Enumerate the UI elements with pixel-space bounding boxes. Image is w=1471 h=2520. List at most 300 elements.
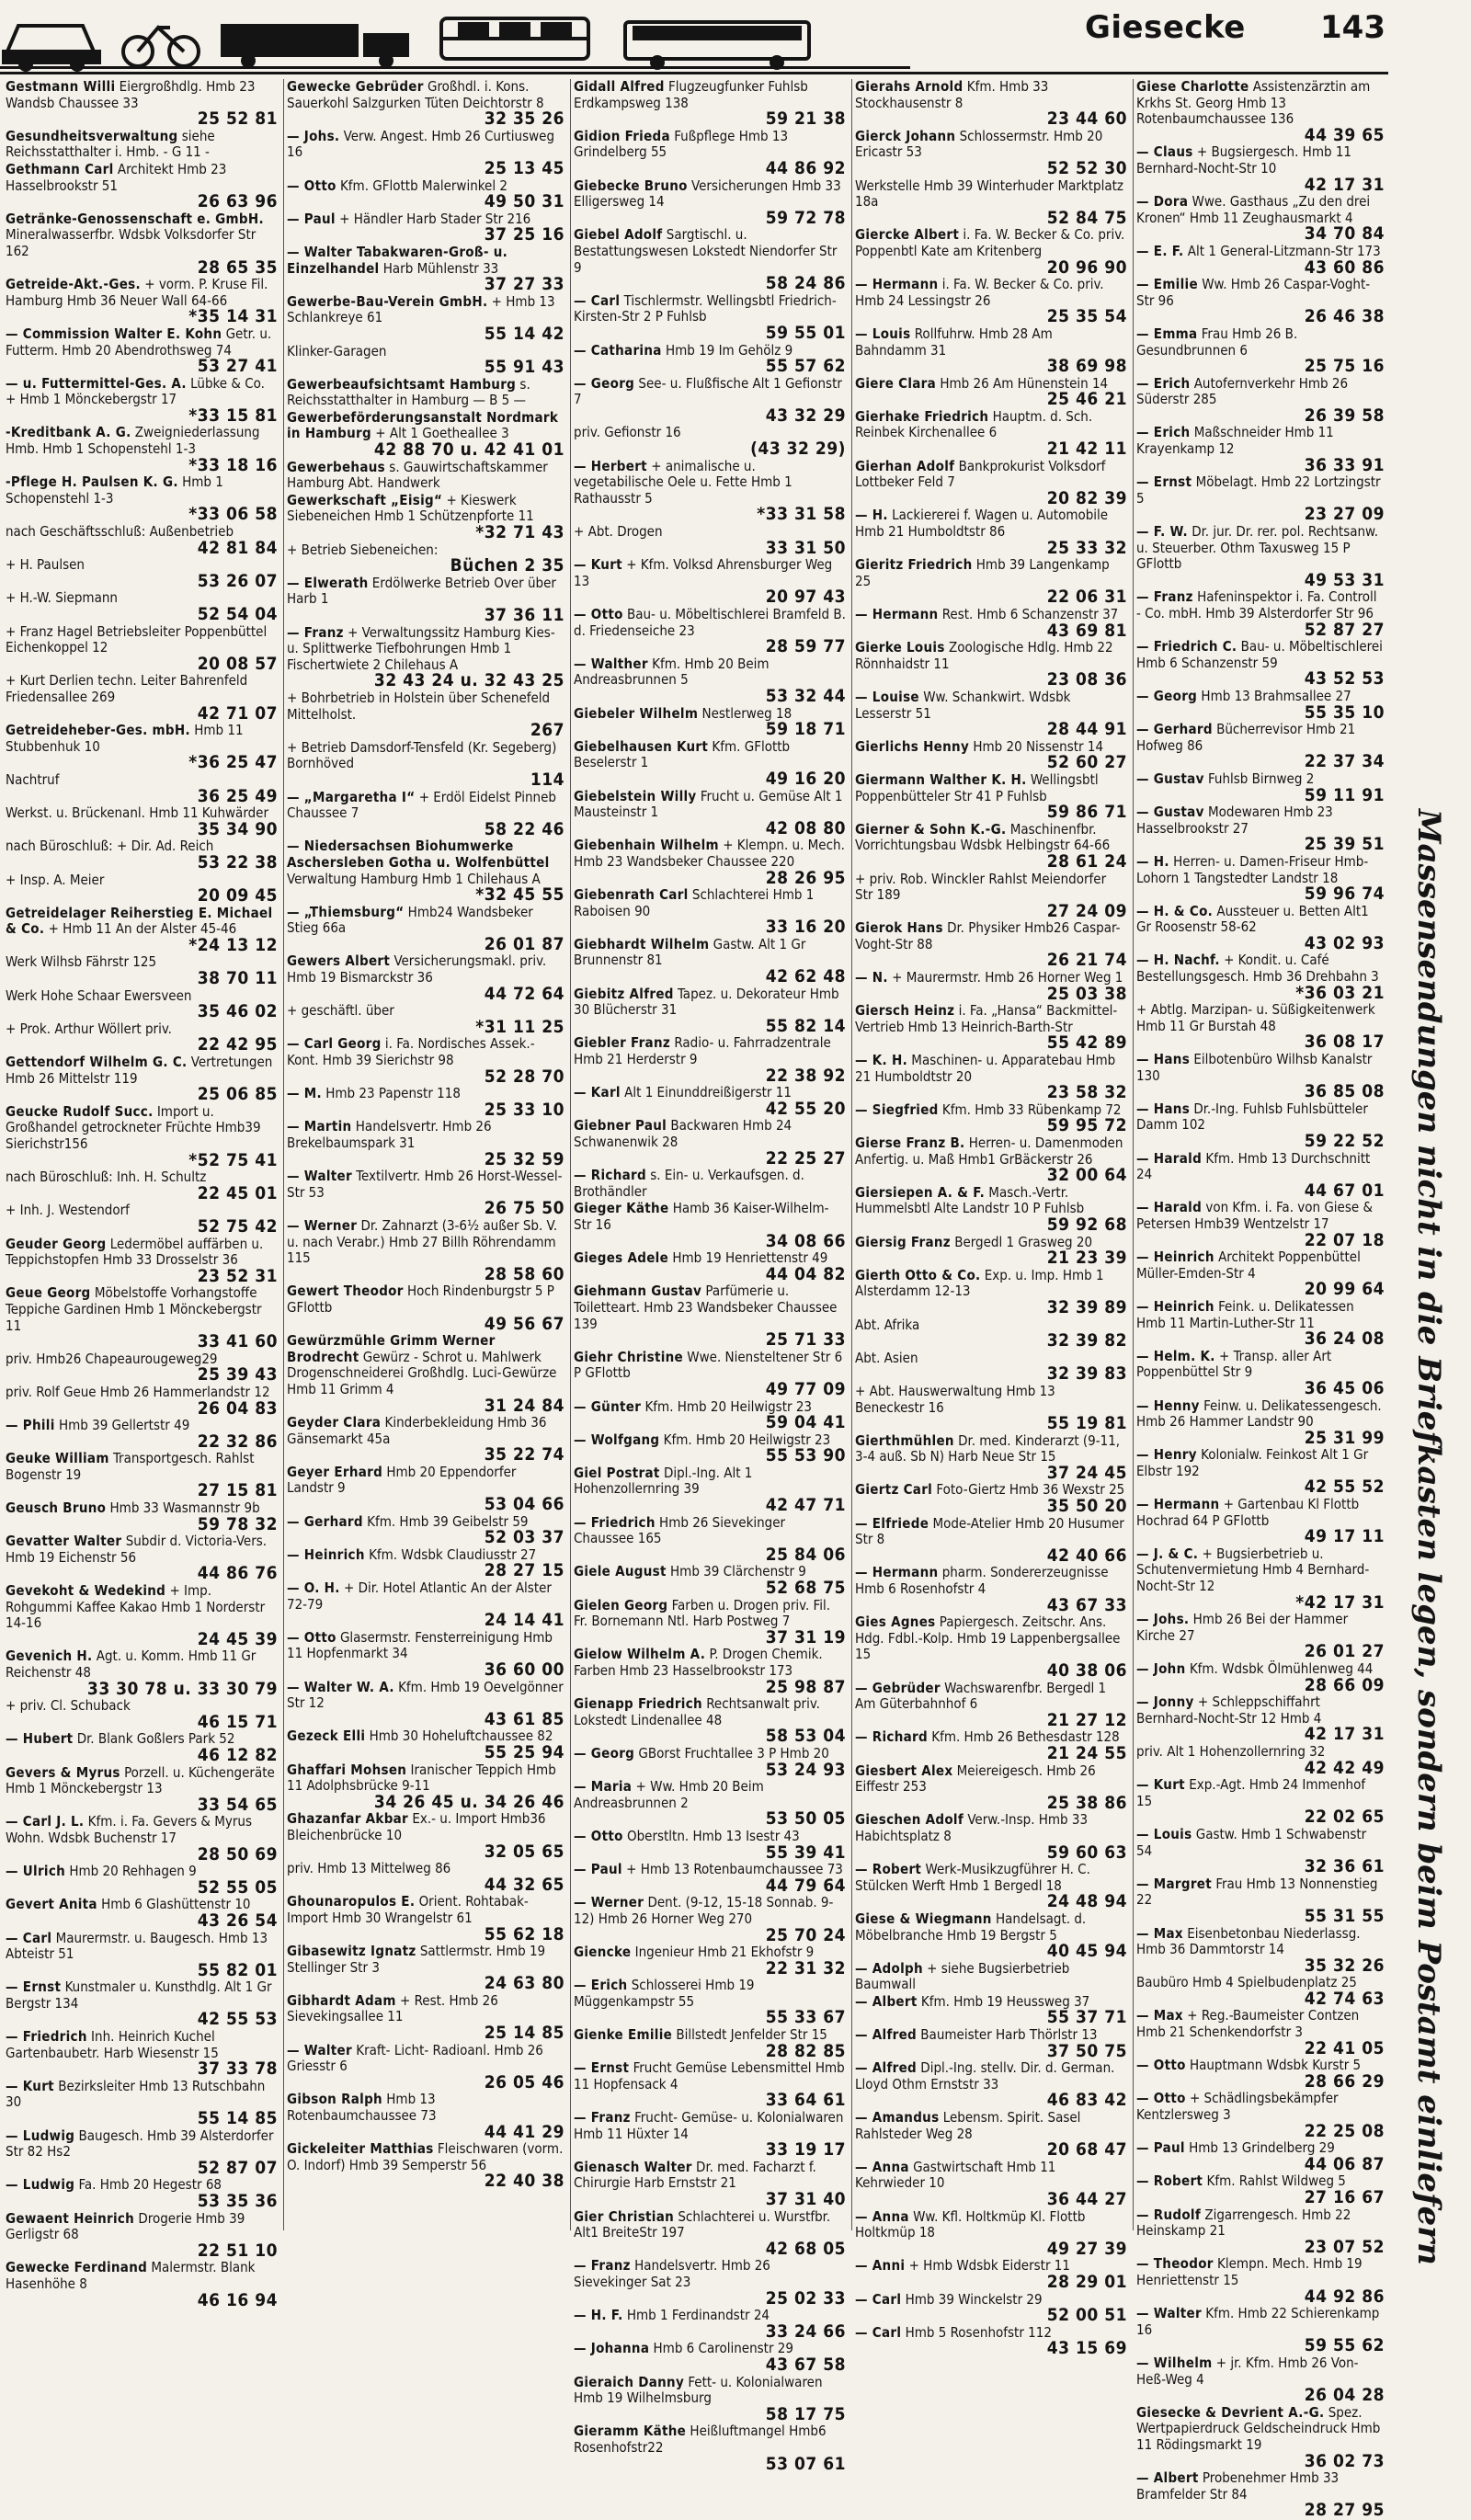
entry-name: — K. H. <box>855 1052 907 1069</box>
entry-phone: 38 70 11 <box>197 968 278 989</box>
entry-name: Gienasch Walter <box>574 2158 692 2175</box>
directory-entry <box>1136 2058 1385 2090</box>
entry-name: — Johanna <box>574 2340 650 2357</box>
entry-phone: 23 52 31 <box>197 1265 278 1286</box>
entry-phone: 42 08 80 <box>765 817 846 838</box>
directory-entry <box>855 739 1127 771</box>
entry-phone: 52 60 27 <box>1046 752 1127 773</box>
entry-name: Gierahs Arnold <box>855 78 964 95</box>
entry-detail: Ledermöbel auffärben u. Teppichstopfen Hmb 33 Drosselstr 36 <box>6 1235 264 1269</box>
directory-entry <box>855 227 1127 276</box>
entry-detail: Hmb 20 Rehhagen 9 <box>69 1863 197 1880</box>
entry-detail: Drogerie Hmb 39 Gerligstr 68 <box>6 2209 245 2243</box>
entry-detail: Werkst. u. Brückenanl. Hmb 11 Kuhwärder <box>6 804 269 822</box>
entry-detail: Transportgesch. Rahlst Bogenstr 19 <box>6 1450 255 1483</box>
entry-phone: 20 97 43 <box>765 587 846 608</box>
directory-entry <box>287 1119 564 1168</box>
directory-entry <box>1136 1101 1385 1150</box>
entry-name: — Walter <box>287 1168 352 1185</box>
entry-name: — Ernst <box>1136 473 1192 491</box>
directory-entry <box>287 1465 564 1513</box>
directory-entry <box>6 277 278 325</box>
entry-detail: Hmb 1 Ferdinandstr 24 <box>626 2307 770 2324</box>
entry-phone: 28 66 09 <box>1304 1674 1385 1695</box>
directory-entry <box>855 2110 1127 2159</box>
entry-phone: 32 36 61 <box>1304 1856 1385 1877</box>
entry-name: Gewerbeaufsichtsamt Hamburg <box>287 375 517 393</box>
entry-detail: Handelsagt. d. Möbelbranche Hmb 19 Bergstr 5 <box>855 1910 1087 1944</box>
entry-detail: Versicherungsmakl. priv. Hmb 19 Bismarckstr 36 <box>287 952 547 986</box>
directory-entry <box>855 1351 1127 1383</box>
entry-detail: Hmb 6 Glashüttenstr 10 <box>101 1896 251 1913</box>
entry-detail: Nestlerweg 18 <box>701 704 793 722</box>
entry-name: Gewerbeförderungsanstalt Nordmark in Hamburg <box>287 408 559 442</box>
entry-detail: Spez. Wertpapierdruck Geldscheindruck Hmb 11 Rödingsmarkt 19 <box>1136 2403 1381 2453</box>
entry-phone: 43 61 85 <box>484 1708 564 1729</box>
entry-name: — Emma <box>1136 325 1198 342</box>
directory-entry <box>1136 1052 1385 1100</box>
entry-detail: + Hmb Wdsbk Eiderstr 11 <box>908 2257 1070 2275</box>
entry-name: — Otto <box>574 1827 623 1844</box>
directory-entry <box>6 624 278 673</box>
entry-phone: 59 04 41 <box>765 1412 846 1433</box>
page-header <box>0 0 1471 72</box>
entry-phone: 25 39 51 <box>1304 834 1385 855</box>
directory-entry <box>287 790 564 838</box>
entry-phone: Büchen 2 35 <box>450 555 564 576</box>
entry-name: — H. <box>1136 852 1169 870</box>
entry-phone: 52 28 70 <box>484 1066 564 1087</box>
entry-phone: 55 19 81 <box>1046 1413 1127 1434</box>
directory-entry <box>1136 1926 1385 1975</box>
entry-name: Giencke <box>574 1944 632 1961</box>
entry-phone: 35 50 20 <box>1046 1496 1127 1517</box>
entry-name: Gevatter Walter <box>6 1533 122 1550</box>
entry-detail: Architekt Poppenbüttel Müller-Emden-Str 4 <box>1136 1249 1361 1282</box>
entry-detail: Billstedt Jenfelder Str 15 <box>676 2026 827 2044</box>
entry-name: Gevers & Myrus <box>6 1763 120 1781</box>
directory-entry <box>1136 79 1385 143</box>
entry-phone: 23 27 09 <box>1304 504 1385 525</box>
directory-entry <box>574 1515 846 1564</box>
entry-phone: 22 38 92 <box>765 1065 846 1086</box>
entry-detail: + H.-W. Siepmann <box>6 589 118 607</box>
entry-name: — Robert <box>855 1861 922 1878</box>
directory-entry <box>1136 904 1385 952</box>
entry-phone: 28 82 85 <box>765 2040 846 2061</box>
entry-detail: + Inh. J. Westendorf <box>6 1202 130 1219</box>
entry-phone: 267 <box>530 720 564 741</box>
entry-name: — Phili <box>6 1417 55 1434</box>
entry-detail: Kfm. GFlottb Beselerstr 1 <box>574 737 791 771</box>
entry-name: Gieschen Adolf <box>855 1811 964 1829</box>
entry-name: — Harald <box>1136 1199 1203 1216</box>
entry-detail: priv. Rolf Geue Hmb 26 Hammerlandstr 12 <box>6 1383 270 1400</box>
directory-entry <box>855 2292 1127 2324</box>
entry-phone: 42 71 07 <box>197 702 278 724</box>
entry-detail: Maßschneider Hmb 11 Krayenkamp 12 <box>1136 424 1334 458</box>
directory-entry <box>1136 2405 1385 2469</box>
entry-name: — Louise <box>855 688 919 705</box>
entry-phone: 43 52 53 <box>1304 668 1385 690</box>
directory-entry <box>287 1630 564 1679</box>
entry-phone: 58 53 04 <box>765 1726 846 1747</box>
entry-detail: Alt 1 General-Litzmann-Str 173 <box>1187 242 1381 259</box>
entry-phone: 43 26 54 <box>197 1910 278 1931</box>
directory-entry <box>1136 722 1385 770</box>
entry-name: Geuke William <box>6 1450 109 1467</box>
directory-entry <box>855 822 1127 871</box>
entry-phone: 21 27 12 <box>1046 1709 1127 1730</box>
entry-phone: 28 26 95 <box>765 867 846 888</box>
directory-entry <box>6 162 278 211</box>
directory-entry <box>855 376 1127 408</box>
entry-detail: Harb Mühlenstr 33 <box>382 259 499 277</box>
entry-name: — Louis <box>1136 1825 1192 1842</box>
directory-entry <box>574 656 846 705</box>
entry-phone: 36 25 49 <box>197 785 278 806</box>
entry-phone: 59 21 38 <box>765 108 846 130</box>
directory-entry <box>855 1763 1127 1812</box>
entry-name: Gewürzmühle Grimm Werner Brodrecht <box>287 1332 496 1365</box>
entry-name: — Carl <box>855 2290 902 2308</box>
entry-detail: + Schleppschiffahrt Bernhard-Nocht-Str 12 Hmb 4 <box>1136 1693 1322 1727</box>
entry-name: Giebenrath Carl <box>574 886 689 904</box>
entry-detail: Wellingsbtl Poppenbütteler Str 41 P Fuhlsb <box>855 770 1099 804</box>
entry-detail: + H. Paulsen <box>6 556 85 574</box>
directory-entry <box>1136 589 1385 638</box>
entry-name: — N. <box>855 969 888 986</box>
directory-entry <box>855 1317 1127 1350</box>
directory-entry <box>1136 1975 1385 2007</box>
entry-name: Giebecke Bruno <box>574 177 688 194</box>
entry-detail: Dipl.-Ing. Alt 1 Hohenzollernring 39 <box>574 1464 753 1498</box>
entry-phone: 55 33 67 <box>765 2007 846 2028</box>
entry-name: Giese & Wiegmann <box>855 1910 992 1927</box>
entry-phone: 22 37 34 <box>1304 751 1385 772</box>
entry-phone: 25 13 45 <box>484 157 564 178</box>
entry-phone: 25 70 24 <box>765 1924 846 1945</box>
entry-phone: 28 65 35 <box>197 257 278 278</box>
entry-detail: Modewaren Hmb 23 Hasselbrookstr 27 <box>1136 804 1333 837</box>
directory-entry <box>1136 2256 1385 2305</box>
entry-phone: 44 06 87 <box>1304 2153 1385 2174</box>
directory-entry <box>1136 1497 1385 1545</box>
entry-detail: Kfm. i. Fa. Gevers & Myrus Wohn. Wdsbk Buchenstr 17 <box>6 1813 252 1846</box>
directory-entry <box>287 576 564 624</box>
entry-detail: + Dir. Hotel Atlantic An der Alster 72-79 <box>287 1579 552 1613</box>
entry-phone: 44 79 64 <box>765 1875 846 1896</box>
entry-detail: + animalische u. vegetabilische Oele u. Fette Hmb 1 Rathausstr 5 <box>574 457 793 507</box>
entry-name: Giersiepen A. & F. <box>855 1183 985 1201</box>
entry-name: — H. <box>855 507 888 524</box>
entry-phone: 42 17 31 <box>1304 174 1385 195</box>
entry-detail: Kraft- Licht- Radioanl. Hmb 26 Griesstr 6 <box>287 2041 543 2075</box>
directory-entry <box>287 211 564 244</box>
entry-detail: pharm. Sondererzeugnisse Hmb 6 Rosenhofstr 4 <box>855 1564 1109 1598</box>
directory-entry <box>855 459 1127 507</box>
entry-phone: 26 46 38 <box>1304 306 1385 327</box>
directory-entry <box>287 1218 564 1283</box>
entry-name: — Carl <box>855 2323 902 2341</box>
entry-phone: 35 46 02 <box>197 1001 278 1022</box>
entry-name: — Emilie <box>1136 276 1198 293</box>
entry-phone: 52 52 30 <box>1046 157 1127 178</box>
entry-phone: 40 45 94 <box>1046 1941 1127 1962</box>
entry-name: — Ulrich <box>6 1863 66 1880</box>
column-divider <box>283 79 284 2230</box>
entry-name: Gierthmühlen <box>855 1431 954 1449</box>
entry-phone: 22 45 01 <box>197 1182 278 1203</box>
entry-name: Gienapp Friedrich <box>574 1695 702 1713</box>
entry-detail: Flugzeugfunker Fuhlsb Erdkampsweg 138 <box>574 78 808 111</box>
directory-entry <box>855 1911 1127 1960</box>
entry-phone: 59 18 71 <box>765 719 846 740</box>
entry-phone: 27 24 09 <box>1046 900 1127 921</box>
entry-phone: 22 02 65 <box>1304 1807 1385 1828</box>
entry-detail: + Kfm. Volksd Ahrensburger Weg 13 <box>574 556 833 589</box>
entry-detail: Eilbotenbüro Wilhsb Kanalstr 130 <box>1136 1051 1373 1084</box>
entry-detail: Ingenieur Hmb 21 Ekhofstr 9 <box>634 1944 815 1961</box>
directory-entry <box>574 607 846 656</box>
entry-phone: 23 44 60 <box>1046 108 1127 130</box>
entry-phone: 42 55 53 <box>197 2009 278 2030</box>
entry-phone: 44 72 64 <box>484 983 564 1004</box>
directory-entry <box>855 970 1127 1002</box>
directory-entry <box>6 1021 278 1054</box>
entry-detail: Hamb 36 Kaiser-Wilhelm-Str 16 <box>574 1200 829 1233</box>
entry-phone: 28 44 91 <box>1046 719 1127 740</box>
entry-detail: Hmb 13 Grindelberg 29 <box>1189 2139 1335 2157</box>
entry-phone: 59 22 52 <box>1304 1131 1385 1151</box>
directory-entry <box>855 1235 1127 1267</box>
entry-detail: Abt. Asien <box>855 1349 918 1366</box>
entry-detail: Hmb 33 Wasmannstr 9b <box>109 1499 260 1517</box>
directory-entry <box>574 1201 846 1249</box>
entry-name: Gienke Emilie <box>574 2026 673 2044</box>
directory-entry <box>574 557 846 606</box>
entry-name: — Carl Georg <box>287 1035 382 1053</box>
entry-name: Gierth Otto & Co. <box>855 1266 981 1283</box>
entry-phone: 23 58 32 <box>1046 1082 1127 1103</box>
running-head: Giesecke <box>1085 9 1246 46</box>
directory-entry <box>1136 771 1385 804</box>
directory-entry <box>287 905 564 953</box>
entry-phone: 26 04 83 <box>197 1397 278 1419</box>
directory-entry <box>6 1351 278 1384</box>
entry-phone: 25 52 81 <box>197 108 278 130</box>
entry-phone: 44 67 01 <box>1304 1180 1385 1201</box>
entry-detail: + Abt. Hauswerwaltung Hmb 13 Beneckestr 16 <box>855 1382 1055 1416</box>
entry-phone: 25 31 99 <box>1304 1427 1385 1448</box>
entry-phone: 22 51 10 <box>197 2240 278 2261</box>
entry-detail: Alt 1 Einunddreißigerstr 11 <box>624 1084 792 1101</box>
directory-entry <box>1136 639 1385 688</box>
entry-name: Gierhake Friedrich <box>855 407 989 425</box>
entry-detail: Kolonialw. Feinkost Alt 1 Gr Elbstr 192 <box>1136 1446 1369 1479</box>
entry-detail: + Rest. Hmb 26 Sievekingsallee 11 <box>287 1991 498 2025</box>
entry-name: — Hermann <box>1136 1496 1220 1513</box>
entry-detail: Eisenbetonbau Niederlassg. Hmb 36 Dammtorstr 14 <box>1136 1924 1361 1958</box>
entry-name: Gestmann Willi <box>6 78 116 95</box>
directory-entry <box>855 1102 1127 1135</box>
entry-detail: + siehe Bugsierbetrieb Baumwall <box>855 1959 1070 1993</box>
entry-detail: Sargtischl. u. Bestattungswesen Lokstedt Niendorfer Str 9 <box>574 226 838 276</box>
entry-name: Gewecke Ferdinand <box>6 2259 148 2276</box>
entry-detail: priv. Hmb26 Chapeaurougeweg29 <box>6 1350 218 1367</box>
entry-name: Giebhardt Wilhelm <box>574 935 710 952</box>
entry-detail: Feink. u. Delikatessen Hmb 11 Martin-Luther-Str 11 <box>1136 1297 1354 1331</box>
entry-phone: 53 27 41 <box>197 356 278 377</box>
entry-name: — Albert <box>1136 2469 1199 2487</box>
entry-name: Gielen Georg <box>574 1596 668 1613</box>
entry-name: — John <box>1136 1660 1186 1677</box>
entry-detail: Farben u. Drogen priv. Fil. Fr. Bornemann Ntl. Harb Postweg 7 <box>574 1596 830 1630</box>
entry-detail: Import u. Großhandel getrockneter Früchte Hmb39 Sierichstr156 <box>6 1102 261 1152</box>
entry-phone: 55 39 41 <box>765 1842 846 1863</box>
entry-detail: Getr. u. Futterm. Hmb 20 Abendrothsweg 74 <box>6 325 272 359</box>
column-5 <box>1136 78 1388 2520</box>
entry-name: — Otto <box>287 177 336 194</box>
directory-entry <box>574 1598 846 1647</box>
entry-name: Gidion Frieda <box>574 127 670 144</box>
entry-detail: i. Fa. Nordisches Assek.-Kont. Hmb 39 Sierichstr 98 <box>287 1035 535 1069</box>
entry-detail: Hoch Rindenburgstr 5 P GFlottb <box>287 1283 554 1316</box>
entry-detail: + Händler Harb Stader Str 216 <box>339 210 531 227</box>
directory-entry <box>855 1433 1127 1482</box>
directory-entry <box>574 2160 846 2208</box>
directory-entry <box>6 838 278 871</box>
entry-name: — „Margaretha I“ <box>287 788 416 805</box>
entry-phone: 59 11 91 <box>1304 784 1385 805</box>
entry-detail: Dr.-Ing. Fuhlsb Fuhlsbütteler Damm 102 <box>1136 1100 1368 1134</box>
entry-phone: 55 82 01 <box>197 1959 278 1980</box>
directory-entry <box>574 2341 846 2373</box>
entry-detail: + Franz Hagel Betriebsleiter Poppenbüttel Eichenkoppel 12 <box>6 622 268 656</box>
directory-entry <box>855 507 1127 556</box>
directory-entry <box>6 805 278 838</box>
entry-detail: Hmb 13 Rotenbaumchaussee 73 <box>287 2091 437 2125</box>
entry-name: Giesecke & Devrient A.-G. <box>1136 2403 1325 2421</box>
entry-phone: 21 23 39 <box>1046 1248 1127 1269</box>
directory-entry <box>855 178 1127 227</box>
entry-name: Gewerbe-Bau-Verein GmbH. <box>287 292 488 310</box>
entry-name: Gibson Ralph <box>287 2091 382 2108</box>
entry-detail: Gastw. Alt 1 Gr Brunnenstr 81 <box>574 935 806 969</box>
entry-name: Gierke Louis <box>855 639 945 656</box>
directory-entry <box>855 1729 1127 1762</box>
entry-phone: 21 42 11 <box>1046 439 1127 460</box>
entry-phone: *33 15 81 <box>188 405 278 426</box>
entry-detail: + Erdöl Eidelst Pinneb Chaussee 7 <box>287 788 556 822</box>
entry-name: — Amandus <box>855 2109 940 2127</box>
directory-entry <box>1136 1661 1385 1693</box>
entry-phone: 35 22 74 <box>484 1444 564 1465</box>
entry-detail: Wachswarenfbr. Bergedl 1 Am Güterbahnhof 6 <box>855 1679 1107 1713</box>
directory-entry <box>6 557 278 589</box>
entry-phone: 42 62 48 <box>765 966 846 987</box>
directory-entry <box>855 1516 1127 1565</box>
entry-phone: 55 14 42 <box>484 323 564 344</box>
directory-entry <box>574 376 846 425</box>
entry-detail: + Hmb 13 Rotenbaumchaussee 73 <box>626 1861 843 1878</box>
entry-name: Gewers Albert <box>287 952 391 970</box>
directory-entry <box>855 277 1127 325</box>
entry-phone: 25 75 16 <box>1304 356 1385 377</box>
entry-phone: 46 15 71 <box>197 1711 278 1732</box>
directory-entry <box>855 409 1127 458</box>
directory-entry <box>287 625 564 690</box>
entry-phone: 26 01 87 <box>484 933 564 954</box>
directory-entry <box>855 1003 1127 1052</box>
entry-phone: 25 02 33 <box>765 2287 846 2309</box>
entry-phone: 27 16 67 <box>1304 2187 1385 2207</box>
entry-detail: von Kfm. i. Fa. von Giese & Petersen Hmb39 Wentzelstr 17 <box>1136 1199 1374 1232</box>
directory-entry <box>6 1285 278 1350</box>
entry-detail: + Reg.-Baumeister Contzen Hmb 21 Schenkendorfstr 3 <box>1136 2007 1360 2041</box>
entry-detail: Dent. (9-12, 15-18 Sonnab. 9-12) Hmb 26 Horner Weg 270 <box>574 1894 834 1927</box>
entry-name: Geuder Georg <box>6 1235 107 1252</box>
entry-name: — Franz <box>574 2109 631 2127</box>
entry-name: — Gerhard <box>1136 721 1213 738</box>
entry-phone: 114 <box>530 769 564 790</box>
entry-phone: 20 96 90 <box>1046 257 1127 278</box>
entry-detail: Kfm. Hmb 33 Stockhausenstr 8 <box>855 78 1049 111</box>
entry-phone: 37 25 16 <box>484 224 564 245</box>
entry-detail: Inh. Heinrich Kuchel Gartenbaubetr. Harb Wiesenstr 15 <box>6 2028 219 2061</box>
entry-phone: 34 26 45 u. 34 26 46 <box>373 1791 564 1812</box>
entry-phone: 52 87 27 <box>1304 619 1385 640</box>
entry-name: Giese Charlotte <box>1136 78 1249 95</box>
directory-entry <box>1136 1398 1385 1447</box>
entry-name: — Niedersachsen Biohumwerke Aschersleben Gotha u. Wolfenbüttel <box>287 838 550 871</box>
entry-detail: priv. Gefionstr 16 <box>574 424 681 441</box>
entry-phone: 55 62 18 <box>484 1923 564 1944</box>
directory-entry <box>1136 244 1385 276</box>
entry-detail: Werk-Musikzugführer H. C. Stülcken Werft Hmb 1 Bergedl 18 <box>855 1861 1090 1894</box>
entry-phone: 25 38 86 <box>1046 1792 1127 1813</box>
entry-phone: 53 35 36 <box>197 2191 278 2211</box>
entry-name: — Alfred <box>855 2059 917 2077</box>
entry-name: — Franz <box>287 623 344 641</box>
entry-phone: 34 70 84 <box>1304 223 1385 245</box>
directory-entry <box>574 2209 846 2258</box>
entry-detail: i. Fa. W. Becker & Co. priv. Hmb 24 Lessingstr 26 <box>855 276 1104 309</box>
column-divider <box>1133 79 1134 2230</box>
entry-name: — Franz <box>574 2257 631 2275</box>
entry-detail: Eiergroßhdlg. Hmb 23 Wandsb Chaussee 33 <box>6 78 256 111</box>
entry-detail: Bezirksleiter Hmb 13 Rutschbahn 30 <box>6 2077 266 2111</box>
entry-phone: 42 42 49 <box>1304 1757 1385 1778</box>
entry-detail: Baugesch. Hmb 39 Alsterdorfer Str 82 Hs2 <box>6 2127 274 2161</box>
entry-detail: Handelsvertr. Hmb 26 Sievekinger Sat 23 <box>574 2257 770 2290</box>
entry-name: Giebelhausen Kurt <box>574 737 709 755</box>
entry-name: — „Thiemsburg“ <box>287 903 405 920</box>
entry-detail: Assistenzärztin am Krkhs St. Georg Hmb 13 Rotenbaumchaussee 136 <box>1136 78 1371 128</box>
directory-entry <box>855 1994 1127 2026</box>
directory-entry <box>6 474 278 523</box>
directory-entry <box>6 2128 278 2177</box>
directory-entry <box>574 178 846 227</box>
directory-entry <box>574 986 846 1035</box>
entry-phone: 20 82 39 <box>1046 487 1127 508</box>
entry-phone: 59 92 68 <box>1046 1214 1127 1235</box>
entry-name: — Henry <box>1136 1446 1197 1464</box>
entry-phone: 33 16 20 <box>765 917 846 938</box>
directory-entry <box>574 1696 846 1745</box>
entry-phone: 36 02 73 <box>1304 2450 1385 2471</box>
entry-detail: Fett- u. Kolonialwaren Hmb 19 Wilhelmsburg <box>574 2373 823 2407</box>
